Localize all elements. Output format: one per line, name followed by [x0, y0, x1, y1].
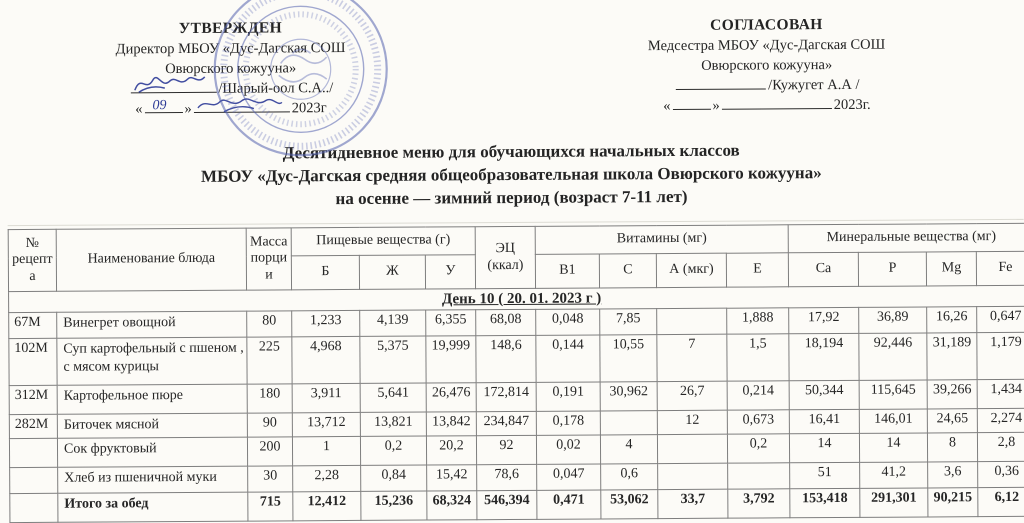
signature-blank	[130, 79, 216, 94]
menu-table	[8, 223, 1024, 523]
approved-org-line1: Директор МБОУ «Дус-Дагская СОШ	[115, 40, 346, 58]
cell-protein: 2,28	[293, 466, 361, 492]
col-header-carbs: У	[425, 255, 475, 289]
cell-fat: 15,236	[361, 491, 427, 520]
approval-header	[0, 0, 1023, 121]
col-header-vitamin-c: С	[599, 254, 656, 288]
col-header-energy: ЭЦ (ккал)	[475, 227, 535, 289]
col-header-portion-mass: Масса порции	[246, 228, 291, 290]
cell-carbs: 19,999	[426, 336, 476, 383]
agreed-name: /Кужугет А.А /	[768, 77, 860, 94]
cell-vitamin-e: 1,5	[727, 334, 789, 381]
cell-energy: 172,814	[476, 383, 536, 412]
agreed-title: СОГЛАСОВАН	[710, 16, 823, 34]
cell-iron: 2,274	[977, 409, 1024, 433]
cell-vitamin-a	[657, 308, 727, 334]
col-header-recipe-number: № рецепта	[8, 229, 56, 291]
cell-vitamin-b1: 0,471	[537, 490, 601, 519]
cell-portion-mass: 30	[248, 466, 293, 492]
cell-phosphorus: 36,89	[859, 307, 927, 333]
agreed-signature-line	[587, 75, 947, 97]
cell-phosphorus: 92,446	[859, 333, 927, 380]
cell-vitamin-a: 12	[657, 410, 727, 434]
cell-recipe-number: 282М	[9, 414, 57, 438]
cell-vitamin-b1: 0,191	[536, 382, 600, 411]
cell-magnesium: 8	[927, 433, 977, 462]
cell-vitamin-c: 53,062	[601, 490, 658, 519]
cell-fat: 0,2	[360, 436, 426, 465]
cell-phosphorus: 291,301	[860, 488, 928, 517]
cell-vitamin-c: 0,6	[601, 464, 658, 490]
cell-vitamin-a: 26,7	[657, 381, 727, 410]
approved-signature-line	[55, 78, 407, 100]
cell-energy: 92	[476, 436, 536, 465]
cell-vitamin-a	[658, 463, 728, 489]
cell-recipe-number	[10, 493, 58, 522]
cell-calcium: 51	[790, 463, 860, 489]
cell-carbs: 6,355	[426, 310, 476, 336]
col-header-vitamin-b1: В1	[535, 254, 599, 288]
cell-portion-mass: 715	[248, 492, 293, 521]
cell-dish-name: Хлеб из пшеничной муки	[58, 466, 248, 493]
cell-vitamin-e: 0,2	[727, 434, 789, 463]
col-header-calcium: Са	[788, 253, 858, 287]
cell-protein: 13,712	[292, 413, 360, 437]
col-header-vitamin-a: А (мкг)	[656, 253, 726, 287]
cell-vitamin-e: 1,888	[727, 308, 789, 334]
cell-vitamin-a: 33,7	[658, 489, 728, 518]
cell-iron: 6,12	[978, 488, 1024, 517]
cell-vitamin-b1: 0,178	[536, 411, 600, 435]
cell-calcium: 16,41	[789, 410, 859, 434]
cell-portion-mass: 180	[247, 384, 292, 413]
col-header-fat: Ж	[359, 255, 425, 289]
cell-iron: 1,179	[977, 333, 1024, 380]
cell-magnesium: 31,189	[927, 333, 977, 380]
cell-protein: 1	[292, 437, 360, 466]
cell-iron: 0,647	[977, 307, 1024, 333]
cell-fat: 5,375	[360, 336, 426, 383]
cell-vitamin-c: 30,962	[600, 382, 657, 411]
cell-recipe-number	[9, 438, 57, 467]
cell-magnesium: 24,65	[927, 409, 977, 433]
approved-name: /Шарый-оол С.А../	[218, 80, 334, 98]
cell-vitamin-e: 0,214	[727, 381, 789, 410]
cell-protein: 3,911	[292, 384, 360, 413]
col-header-magnesium: Mg	[926, 252, 976, 286]
cell-calcium: 50,344	[789, 381, 859, 410]
cell-fat: 5,641	[360, 383, 426, 412]
day-header-text: День 10 ( 20. 01. 2023 г )	[441, 290, 602, 308]
cell-iron: 0,36	[978, 462, 1024, 488]
cell-vitamin-b1: 0,02	[536, 435, 600, 464]
cell-portion-mass: 200	[247, 437, 292, 466]
cell-calcium: 14	[789, 434, 859, 463]
col-group-minerals: Минеральные вещества (мг)	[788, 224, 1024, 254]
day-blank	[672, 96, 710, 110]
cell-fat: 0,84	[361, 465, 427, 491]
col-header-protein: Б	[291, 256, 359, 290]
cell-phosphorus: 146,01	[859, 409, 927, 433]
table-row	[9, 333, 1024, 386]
cell-energy: 148,6	[476, 336, 536, 383]
cell-vitamin-c: 7,85	[600, 309, 657, 335]
cell-magnesium: 90,215	[928, 488, 978, 517]
col-group-nutrients: Пищевые вещества (г)	[291, 227, 475, 256]
menu-table-header	[8, 224, 1024, 292]
cell-portion-mass: 225	[247, 337, 292, 384]
cell-magnesium: 3,6	[928, 462, 978, 488]
cell-recipe-number: 312М	[9, 385, 57, 414]
handwritten-day: 09	[152, 98, 167, 114]
cell-magnesium: 39,266	[927, 380, 977, 409]
cell-calcium: 153,418	[790, 489, 860, 518]
cell-carbs: 68,324	[427, 491, 477, 520]
title-line3: на осенне — зимний период (возраст 7-11 лет)	[335, 186, 688, 208]
col-header-phosphorus: Р	[858, 252, 926, 286]
agreed-date-line: « » 2023г.	[663, 97, 871, 115]
cell-portion-mass: 90	[247, 413, 292, 437]
agreed-year: 2023г.	[833, 97, 871, 114]
cell-vitamin-b1: 0,047	[537, 464, 601, 490]
cell-fat: 4,139	[360, 310, 426, 336]
month-blank	[722, 95, 832, 110]
cell-dish-name: Винегрет овощной	[57, 311, 247, 338]
approved-org-line2: Овюрского кожууна»	[165, 60, 297, 78]
cell-vitamin-e: 0,673	[727, 410, 789, 434]
menu-table-container	[8, 219, 1024, 523]
approved-year: 2023г	[291, 100, 327, 117]
cell-carbs: 13,842	[426, 412, 476, 436]
cell-protein: 4,968	[292, 337, 360, 384]
cell-phosphorus: 14	[859, 433, 927, 462]
cell-vitamin-e: 3,792	[728, 489, 790, 518]
title-line1: Десятидневное меню для обучающихся начальных классов	[282, 140, 740, 163]
cell-protein: 12,412	[293, 492, 361, 521]
cell-calcium: 17,92	[789, 308, 859, 334]
menu-table-body	[9, 286, 1024, 523]
approval-block-approved	[54, 17, 407, 121]
col-group-vitamins: Витамины (мг)	[535, 225, 788, 255]
cell-energy: 78,6	[477, 465, 537, 491]
cell-iron: 2,8	[977, 433, 1024, 462]
cell-vitamin-c	[600, 411, 657, 435]
approved-title: УТВЕРЖДЕН	[178, 19, 283, 38]
col-header-iron: Fe	[976, 252, 1024, 286]
cell-energy: 234,847	[476, 412, 536, 436]
cell-vitamin-c: 4	[600, 435, 657, 464]
approval-block-agreed	[586, 13, 947, 117]
cell-vitamin-a: 7	[657, 334, 727, 381]
cell-dish-name: Суп картофельный с пшеном , с мясом курицы	[57, 337, 247, 385]
cell-dish-name: Сок фруктовый	[57, 437, 247, 467]
cell-iron: 1,434	[977, 380, 1024, 409]
cell-dish-name: Картофельное пюре	[57, 384, 247, 414]
cell-energy: 68,08	[476, 310, 536, 336]
cell-recipe-number	[10, 467, 58, 493]
cell-carbs: 15,42	[427, 465, 477, 491]
cell-dish-name: Биточек мясной	[57, 413, 247, 438]
cell-portion-mass: 80	[247, 311, 292, 337]
day-blank	[144, 99, 182, 113]
month-blank	[194, 99, 290, 114]
cell-vitamin-b1: 0,048	[536, 309, 600, 335]
col-header-vitamin-e: Е	[726, 253, 788, 287]
cell-carbs: 20,2	[426, 436, 476, 465]
cell-carbs: 26,476	[426, 383, 476, 412]
agreed-org-line2: Овюрского кожууна»	[701, 57, 833, 75]
cell-dish-name: Итого за обед	[58, 492, 248, 522]
cell-recipe-number: 67М	[9, 312, 57, 338]
title-line2: МБОУ «Дус-Дагская средняя общеобразовательная школа Овюрского кожууна»	[200, 163, 822, 186]
cell-vitamin-c: 10,55	[600, 335, 657, 382]
agreed-org-line1: Медсестра МБОУ «Дус-Дагская СОШ	[647, 37, 886, 55]
cell-recipe-number: 102М	[9, 338, 57, 385]
cell-magnesium: 16,26	[927, 307, 977, 333]
cell-vitamin-b1: 0,144	[536, 335, 600, 382]
cell-phosphorus: 41,2	[860, 462, 928, 488]
cell-phosphorus: 115,645	[859, 380, 927, 409]
approved-date-line: « 09 » 2023г	[55, 98, 407, 120]
signature-blank	[676, 76, 766, 91]
cell-calcium: 18,194	[789, 334, 859, 381]
document-title	[0, 138, 1024, 212]
table-row	[10, 488, 1024, 523]
col-header-dish-name: Наименование блюда	[56, 228, 246, 291]
cell-vitamin-a	[657, 434, 727, 463]
cell-vitamin-e	[728, 463, 790, 489]
cell-protein: 1,233	[292, 311, 360, 337]
cell-energy: 546,394	[477, 491, 537, 520]
cell-fat: 13,821	[360, 412, 426, 436]
